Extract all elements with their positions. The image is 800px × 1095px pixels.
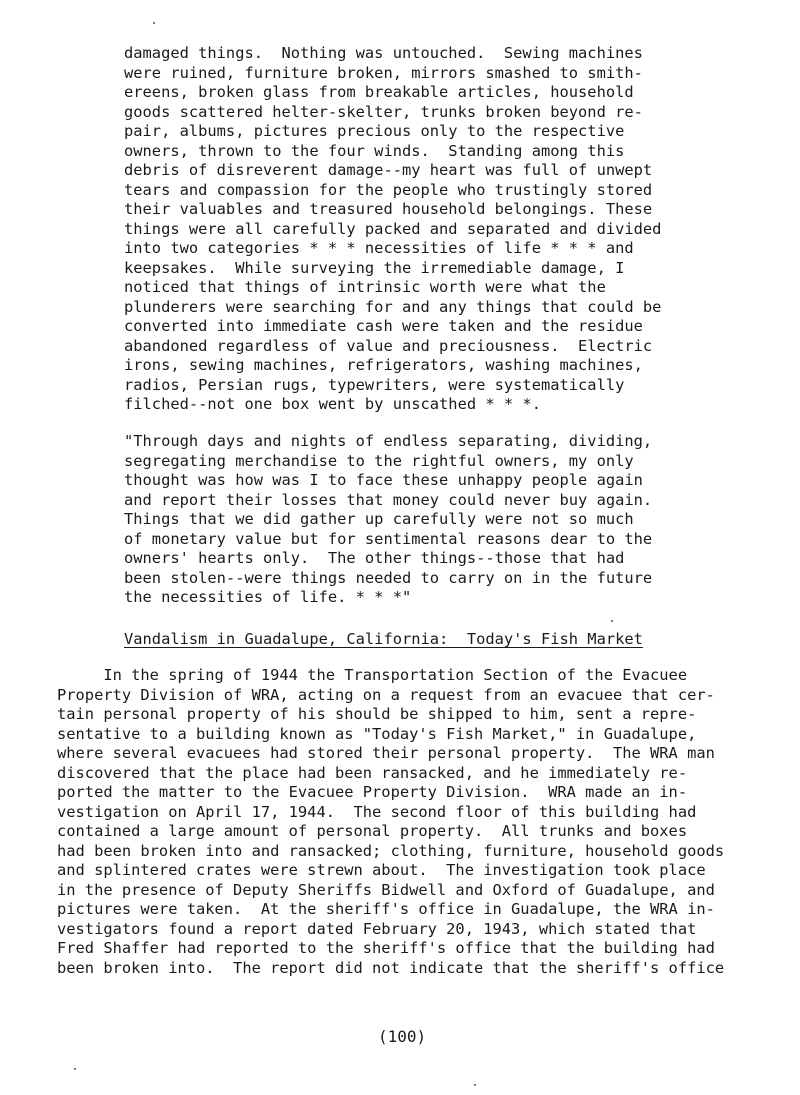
text-line: goods scattered helter-skelter, trunks broken beyond re- [124,102,643,121]
text-line: sentative to a building known as "Today's Fish Market," in Guadalupe, [57,724,697,743]
text-line: Fred Shaffer had reported to the sheriff's office that the building had [57,939,715,957]
text-line: pair, albums, pictures precious only to the respective [124,122,625,140]
text-line: and splintered crates were strewn about. The investigation took place [57,861,706,879]
text-line: tears and compassion for the people who trustingly stored [124,180,653,199]
page-number: (100) [378,1027,427,1046]
text-line: abandoned regardless of value and preciousness. Electric [124,336,653,355]
text-line: been stolen--were things needed to carry on in the future [124,568,653,587]
text-line: the necessities of life. * * *" [124,588,412,606]
text-line: contained a large amount of personal property. All trunks and boxes [57,822,688,840]
text-line: debris of disreverent damage--my heart was full of unwept [124,161,653,179]
text-line: keepsakes. While surveying the irremediable damage, I [124,258,625,277]
text-line: "Through days and nights of endless separating, dividing, [124,432,653,450]
text-line: and report their losses that money could never buy again. [124,490,653,509]
text-line: segregating merchandise to the rightful owners, my only [124,451,634,470]
text-line: Property Division of WRA, acting on a request from an evacuee that cer- [57,685,715,704]
text-line: noticed that things of intrinsic worth were what the [124,278,606,296]
text-line: plunderers were searching for and any things that could be [124,297,662,316]
text-line: been broken into. The report did not indicate that the sheriff's office [57,958,725,977]
scan-speck [474,1084,476,1086]
text-line: In the spring of 1944 the Transportation Section of the Evacuee [57,666,688,684]
text-line: vestigators found a report dated February 20, 1943, which stated that [57,919,697,938]
text-line: Things that we did gather up carefully were not so much [124,510,634,528]
text-line: damaged things. Nothing was untouched. Sewing machines [124,44,643,62]
text-line: discovered that the place had been ransacked, and he immediately re- [57,763,688,782]
text-line: owners' hearts only. The other things--those that had [124,549,625,567]
text-line: vestigation on April 17, 1944. The second floor of this building had [57,802,697,821]
text-line: ported the matter to the Evacuee Property Division. WRA made an in- [57,783,688,801]
text-line: tain personal property of his should be shipped to him, sent a repre- [57,705,697,723]
text-line: filched--not one box went by unscathed * * *. [124,395,541,413]
text-line: owners, thrown to the four winds. Standing among this [124,141,625,160]
text-line: into two categories * * * necessities of life * * * and [124,239,634,257]
scan-speck [611,620,613,622]
section-heading: Vandalism in Guadalupe, California: Today's Fish Market [124,630,643,648]
text-line: had been broken into and ransacked; clothing, furniture, household goods [57,841,725,860]
text-line: radios, Persian rugs, typewriters, were systematically [124,375,625,394]
scan-speck [153,22,155,24]
text-line: thought was how was I to face these unhappy people again [124,471,643,489]
text-line: their valuables and treasured household belongings. These [124,200,653,218]
text-line: where several evacuees had stored their personal property. The WRA man [57,744,715,762]
text-line: ereens, broken glass from breakable articles, household [124,83,634,101]
text-line: converted into immediate cash were taken and the residue [124,317,643,335]
text-line: irons, sewing machines, refrigerators, washing machines, [124,356,643,374]
text-line: were ruined, furniture broken, mirrors smashed to smith- [124,63,643,82]
text-line: things were all carefully packed and separated and divided [124,219,662,238]
text-line: pictures were taken. At the sheriff's office in Guadalupe, the WRA in- [57,900,715,918]
scan-speck [74,1068,76,1070]
text-line: in the presence of Deputy Sheriffs Bidwell and Oxford of Guadalupe, and [57,880,715,899]
text-line: of monetary value but for sentimental reasons dear to the [124,529,653,548]
